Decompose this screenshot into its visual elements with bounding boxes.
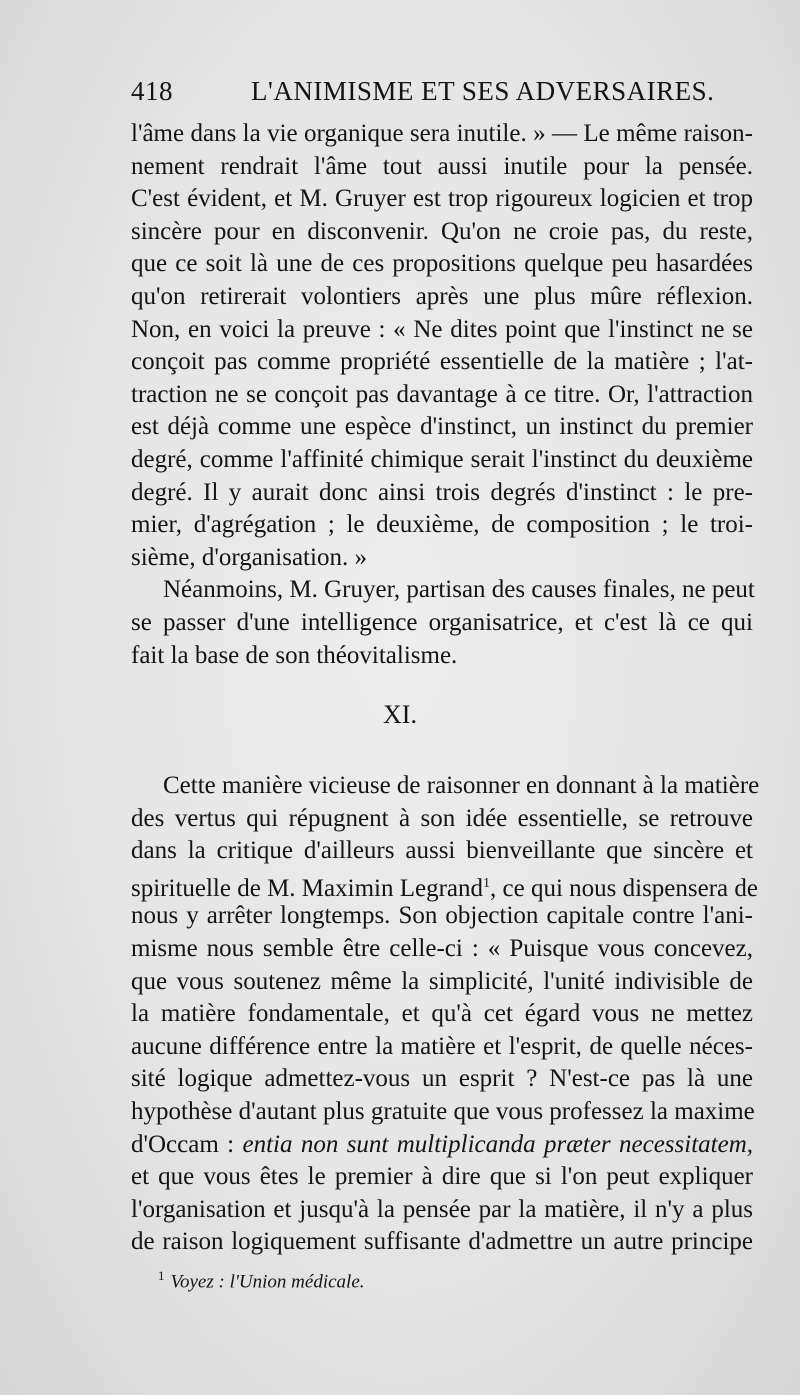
text-line: la matière fondamentale, et qu'à cet égard vous ne mettez <box>131 1000 753 1028</box>
page-header <box>131 70 751 110</box>
text-line: misme nous semble être celle-ci : « Puisque vous concevez, <box>131 934 753 962</box>
text-line-with-note <box>131 868 758 902</box>
text-line: l'organisation et jusqu'à la pensée par la matière, il n'y a plus <box>131 1195 753 1223</box>
text-line: sincère pour en disconvenir. Qu'on ne croie pas, du reste, <box>131 217 753 245</box>
text-line: degré. Il y aurait donc ainsi trois degrés d'instinct : le pre- <box>131 478 753 506</box>
text-line: sité logique admettez-vous un esprit ? N'est-ce pas là une <box>131 1065 753 1093</box>
text-line: mier, d'agrégation ; le deuxième, de composition ; le troi- <box>131 511 753 539</box>
text-line: qu'on retirerait volontiers après une plus mûre réflexion. <box>131 282 753 310</box>
footnote-text: Voyez : l'Union médicale. <box>170 1271 365 1293</box>
text-line: et que vous êtes le premier à dire que si l'on peut expliquer <box>131 1163 753 1191</box>
footnote <box>158 1268 365 1293</box>
text-line: sième, d'organisation. » <box>131 543 367 571</box>
footnote-marker: 1 <box>483 875 491 891</box>
latin-quote: entia non sunt multiplicanda præter necessitatem, <box>242 1130 754 1158</box>
text-fragment: spirituelle de M. Maximin Legrand <box>131 874 484 902</box>
paragraph-block-2 <box>131 770 760 1259</box>
text-line: nous y arrêter longtemps. Son objection capitale contre l'ani- <box>131 902 753 930</box>
text-line: nement rendrait l'âme tout aussi inutile pour la pensée. <box>131 152 753 180</box>
running-title: L'ANIMISME ET SES ADVERSAIRES. <box>251 76 715 106</box>
text-fragment: d'Occam : <box>131 1130 235 1158</box>
text-line: degré, comme l'affinité chimique serait l'instinct du deuxième <box>131 445 753 473</box>
text-line: que ce soit là une de ces propositions quelque peu hasardées <box>131 250 753 278</box>
text-line: Néanmoins, M. Gruyer, partisan des causes finales, ne peut <box>163 576 755 604</box>
text-line: que vous soutenez même la simplicité, l'unité indivisible de <box>131 967 753 995</box>
paragraph-block-1 <box>131 118 753 672</box>
text-line: de raison logiquement suffisante d'admettre un autre principe <box>131 1228 753 1256</box>
text-line: aucune différence entre la matière et l'esprit, de quelle néces- <box>131 1032 753 1060</box>
text-line: conçoit pas comme propriété essentielle de la matière ; l'at- <box>131 348 753 376</box>
text-line: Non, en voici la preuve : « Ne dites point que l'instinct ne se <box>131 315 753 343</box>
text-line: est déjà comme une espèce d'instinct, un instinct du premier <box>131 413 753 441</box>
page-number: 418 <box>131 76 173 106</box>
text-line: traction ne se conçoit pas davantage à ce titre. Or, l'attraction <box>131 380 753 408</box>
text-line: l'âme dans la vie organique sera inutile. » — Le même raison- <box>131 120 753 147</box>
text-line: dans la critique d'ailleurs aussi bienveillante que sincère et <box>131 837 753 865</box>
text-line-with-quote <box>131 1129 753 1162</box>
text-line: se passer d'une intelligence organisatrice, et c'est là ce qui <box>131 608 753 636</box>
text-line: des vertus qui répugnent à son idée essentielle, se retrouve <box>131 804 753 832</box>
text-line: Cette manière vicieuse de raisonner en donnant à la matière <box>163 772 760 799</box>
text-fragment: , ce qui nous dispensera de <box>490 874 758 902</box>
footnote-number: 1 <box>158 1268 165 1283</box>
text-line: C'est évident, et M. Gruyer est trop rigoureux logicien et trop <box>131 185 753 213</box>
text-line: fait la base de son théovitalisme. <box>131 641 458 669</box>
section-heading: XI. <box>383 700 417 729</box>
text-line: hypothèse d'autant plus gratuite que vous professez la maxime <box>131 1097 755 1125</box>
